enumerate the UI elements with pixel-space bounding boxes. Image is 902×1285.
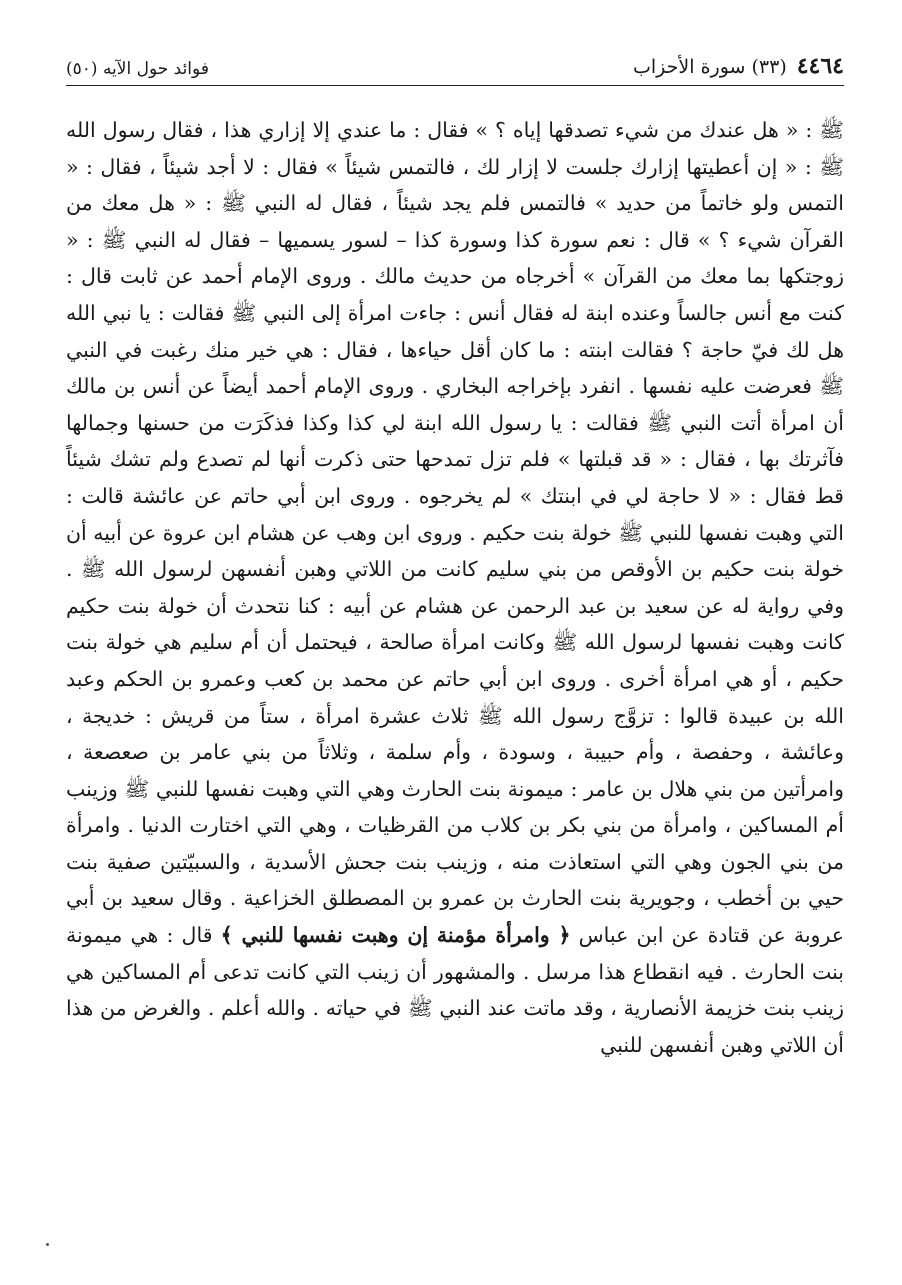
header-right xyxy=(633,53,844,79)
page-header xyxy=(66,40,844,86)
text-before-quote: ﷺ : « هل عندك من شيء تصدقها إياه ؟ » فقال : ما عندي إلا إزاري هذا ، فقال رسول الله ﷺ : « إن أعطيتها إزارك جلست لا إزار لك ، فالتمس شيئاً » فقال : لا أجد شيئاً ، فقال : « التمس ولو خاتماً من حديد » فالتمس فلم يجد شيئاً ، فقال له النبي ﷺ : « هل معك من القرآن شيء ؟ » قال : نعم سورة كذا وسورة كذا – لسور يسميها – فقال له النبي ﷺ : « زوجتكها بما معك من القرآن » أخرجاه من حديث مالك . وروى الإمام أحمد عن ثابت قال : كنت مع أنس جالساً وعنده ابنة له فقال أنس : جاءت امرأة إلى النبي ﷺ فقالت : يا نبي الله هل لك فيّ حاجة ؟ فقالت ابنته : ما كان أقل حياءها ، فقال : هي خير منك رغبت في النبي ﷺ فعرضت عليه نفسها . انفرد بإخراجه البخاري . وروى الإمام أحمد أيضاً عن أنس بن مالك أن امرأة أتت النبي ﷺ فقالت : يا رسول الله ابنة لي كذا وكذا فذكَرَت من حسنها وجمالها فآثرتك بها ، فقال : « قد قبلتها » فلم تزل تمدحها حتى ذكرت أنها لم تصدع ولم تشك شيئاً قط فقال : « لا حاجة لي في ابنتك » لم يخرجوه . وروى ابن أبي حاتم عن عائشة قالت : التي وهبت نفسها للنبي ﷺ خولة بنت حكيم . وروى ابن وهب عن هشام ابن عروة عن أبيه أن خولة بنت حكيم بن الأوقص من بني سليم كانت من اللاتي وهبن أنفسهن لرسول الله ﷺ . وفي رواية له عن سعيد بن عبد الرحمن عن هشام عن أبيه : كنا نتحدث أن خولة بنت حكيم كانت وهبت نفسها لرسول الله ﷺ وكانت امرأة صالحة ، فيحتمل أن أم سليم هي خولة بنت حكيم ، أو هي امرأة أخرى . وروى ابن أبي حاتم عن محمد بن كعب وعمرو بن الحكم وعبد الله بن عبيدة قالوا : تزوَّج رسول الله ﷺ ثلاث عشرة امرأة ، ستاً من قريش : خديجة ، وعائشة ، وحفصة ، وأم حبيبة ، وسودة ، وأم سلمة ، وثلاثاً من بني عامر بن صعصعة ، وامرأتين من بني هلال بن عامر : ميمونة بنت الحارث وهي التي وهبت نفسها للنبي ﷺ وزينب أم المساكين ، وامرأة من بني بكر بن كلاب من القرظيات ، وهي التي اختارت الدنيا . وامرأة من بني الجون وهي التي استعاذت منه ، وزينب بنت جحش الأسدية ، والسبيّتين صفية بنت حيي بن أخطب ، وجويرية بنت الحارث بن عمرو بن المصطلق الخزاعية . وقال سعيد بن أبي عروبة عن قتادة عن ابن عباس xyxy=(66,118,844,948)
scan-speck xyxy=(46,1243,49,1246)
quranic-quote: ﴿ وامرأة مؤمنة إن وهبت نفسها للنبي ﴾ xyxy=(220,923,571,948)
surah-title: (٣٣) سورة الأحزاب xyxy=(633,56,787,78)
book-page xyxy=(66,40,844,1240)
page-number: ٤٤٦٤ xyxy=(796,53,844,79)
section-topic: فوائد حول الآيه (٥٠) xyxy=(66,59,209,79)
text-after-quote: قال : هي ميمونة بنت الحارث . فيه انقطاع هذا مرسل . والمشهور أن زينب التي كانت تدعى أم المساكين هي زينب بنت خزيمة الأنصارية ، وقد ماتت عند النبي ﷺ في حياته . والله أعلم . والغرض من هذا أن اللاتي وهبن أنفسهن للنبي xyxy=(66,923,844,1057)
paragraph xyxy=(66,112,844,1063)
body-text xyxy=(66,112,844,1063)
